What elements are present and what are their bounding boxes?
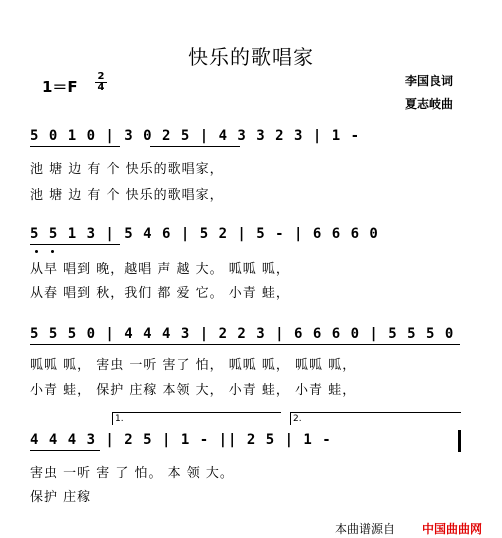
final-barline xyxy=(458,430,461,452)
notation-row-1: 5 0 1 0 | 3 0 2 5 | 4 3 3 2 3 | 1 - xyxy=(30,128,361,144)
volta-bracket-2 xyxy=(290,412,461,425)
notation-row-3: 5 5 5 0 | 4 4 4 3 | 2 2 3 | 6 6 6 0 | 5 5 5 0 xyxy=(30,326,455,342)
lyric-line-3-verse-2: 小青 蛙， 保护 庄稼 本领 大， 小青 蛙， 小青 蛙， xyxy=(30,383,357,398)
lyric-line-2-verse-1: 从早 唱到 晚，越唱 声 越 大。 呱呱 呱， xyxy=(30,262,290,277)
lyric-line-3-verse-1: 呱呱 呱， 害虫 一听 害了 怕， 呱呱 呱， 呱呱 呱， xyxy=(30,358,357,373)
lyricist-credit: 李国良词 xyxy=(405,74,454,88)
key-signature: 1＝F xyxy=(42,78,78,96)
beam-underline xyxy=(30,146,120,147)
page-title: 快乐的歌唱家 xyxy=(188,45,314,69)
notation-row-4: 4 4 4 3 | 2 5 | 1 - || 2 5 | 1 - xyxy=(30,432,332,448)
notation-row-2: 5 5 1 3 | 5 4 6 | 5 2 | 5 - | 6 6 6 0 xyxy=(30,226,379,242)
lyric-line-4-verse-2: 保护 庄稼 xyxy=(30,490,92,505)
beam-underline xyxy=(30,450,100,451)
time-signature-top: 2 xyxy=(97,71,105,82)
beam-underline xyxy=(150,146,240,147)
lyric-line-1-verse-2: 池 塘 边 有 个 快乐的歌唱家， xyxy=(30,188,224,203)
lyric-line-2-verse-2: 从春 唱到 秋，我们 都 爱 它。 小青 蛙， xyxy=(30,286,290,301)
source-text: 本曲谱源自 xyxy=(335,522,396,536)
site-link[interactable]: 中国曲曲网 xyxy=(422,522,483,536)
volta-bracket-1 xyxy=(112,412,281,425)
low-octave-dot xyxy=(35,250,38,253)
time-signature xyxy=(95,72,107,93)
composer-credit: 夏志岐曲 xyxy=(405,97,454,111)
time-signature-bottom: 4 xyxy=(97,82,105,93)
beam-underline xyxy=(30,344,460,345)
volta-label-1: 1. xyxy=(115,414,124,424)
lyric-line-1-verse-1: 池 塘 边 有 个 快乐的歌唱家， xyxy=(30,162,224,177)
beam-underline xyxy=(30,244,120,245)
volta-label-2: 2. xyxy=(293,414,302,424)
lyric-line-4-verse-1: 害虫 一听 害 了 怕。 本 领 大。 xyxy=(30,466,234,481)
low-octave-dot xyxy=(51,250,54,253)
